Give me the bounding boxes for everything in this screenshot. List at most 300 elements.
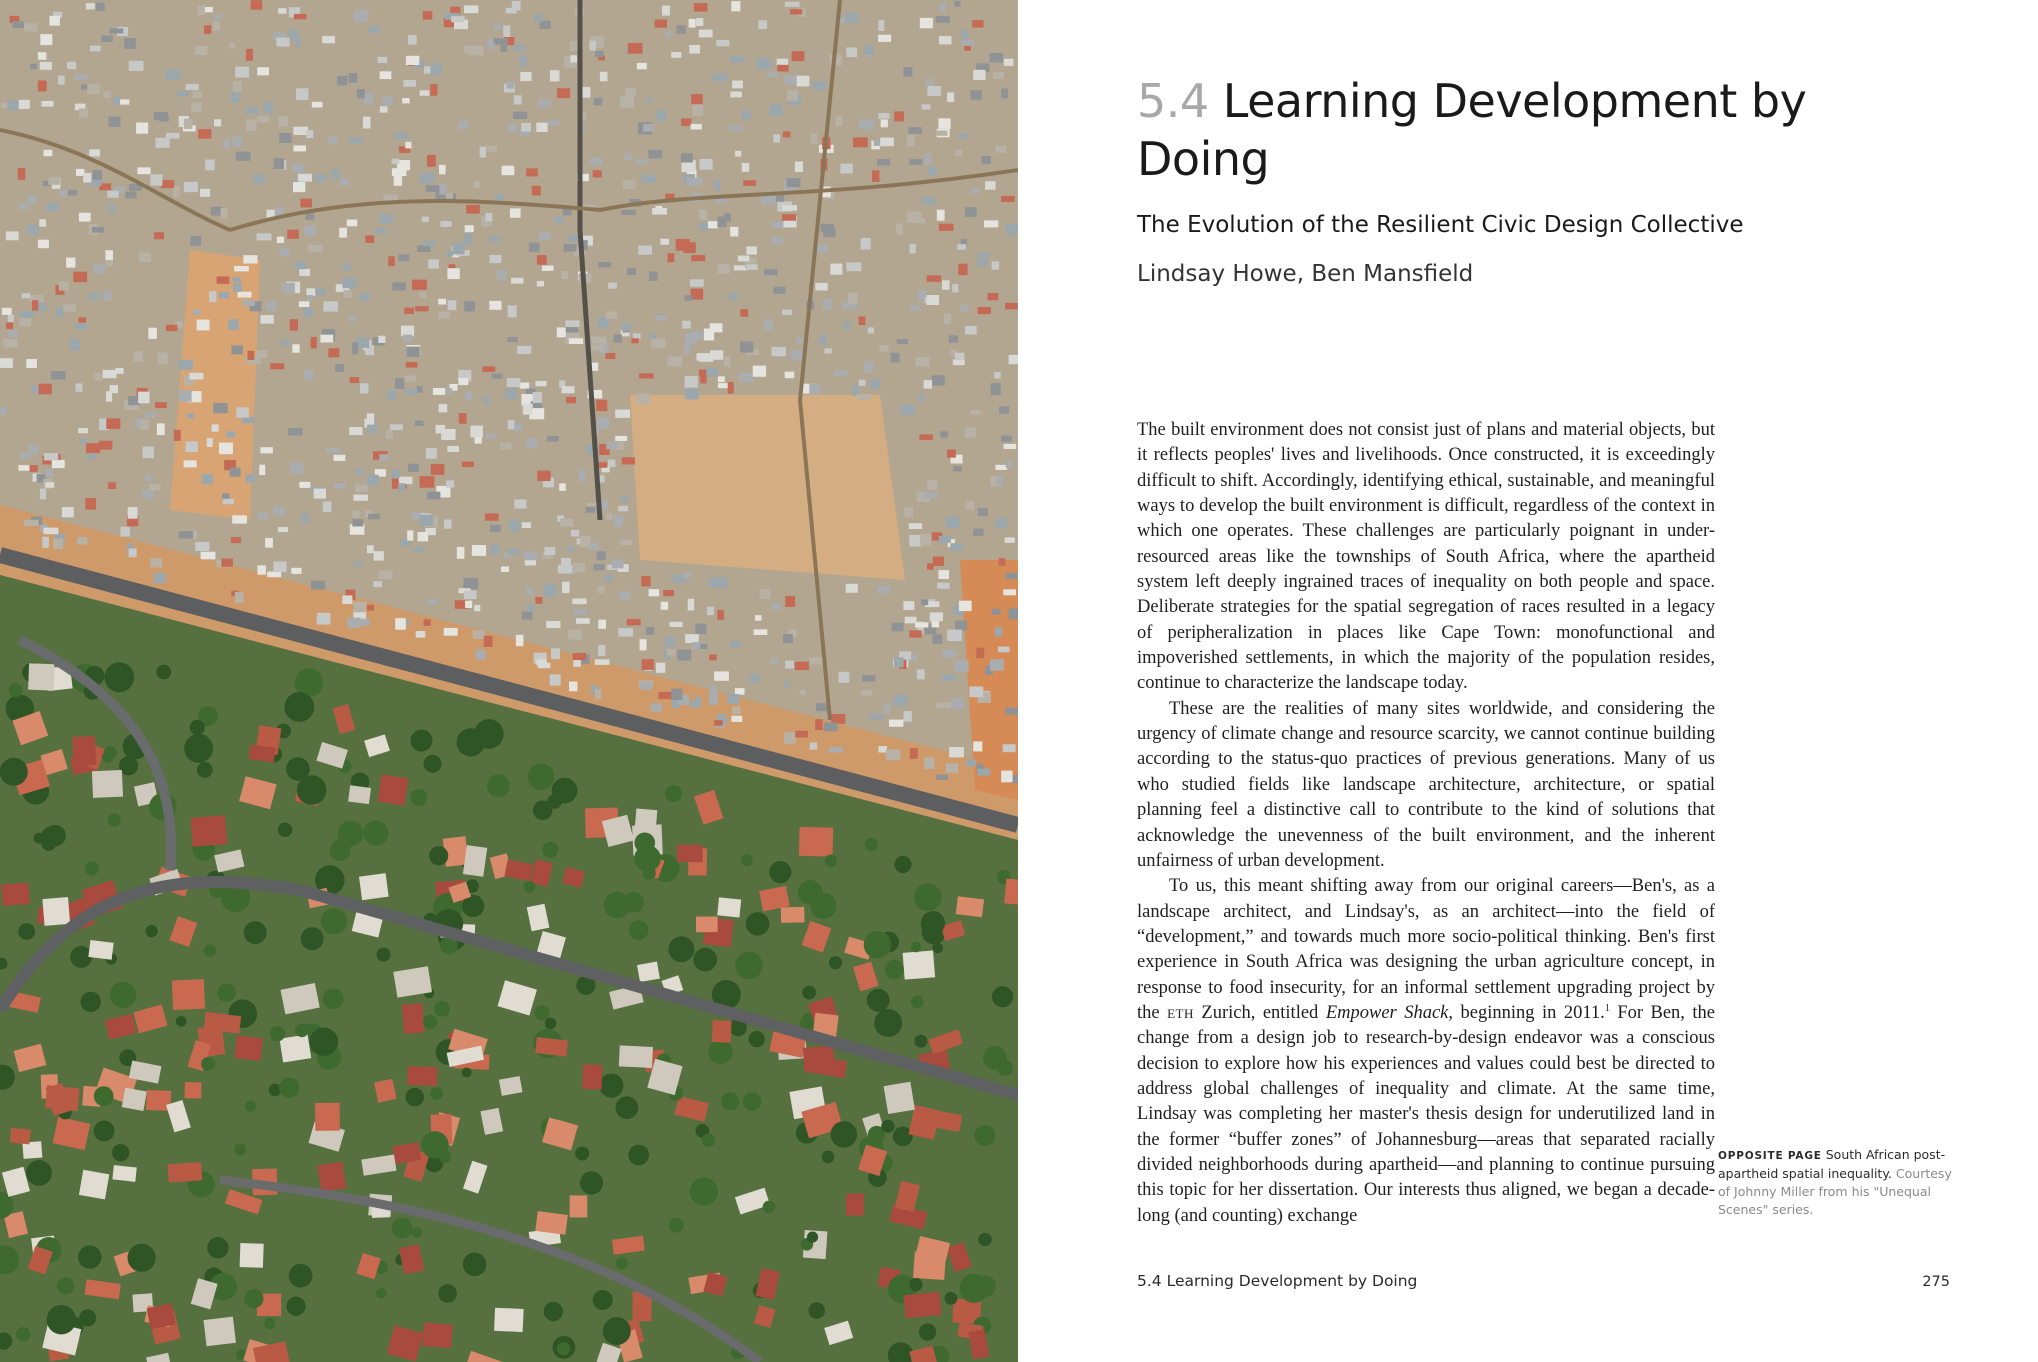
shack-roof [930,612,943,621]
shack-roof [38,52,46,60]
shack-roof [707,607,714,616]
shack-roof [501,567,509,573]
shack-roof [323,502,332,513]
shack-roof [406,56,419,65]
shack-roof [264,102,273,114]
right-page [1018,0,2038,1362]
shack-roof [743,180,756,186]
shack-roof [486,434,496,439]
tree-canopy [57,1277,74,1294]
shack-roof [179,360,193,370]
shack-roof [154,112,168,120]
shack-roof [134,351,143,361]
shack-roof [909,630,921,637]
shack-roof [700,376,707,383]
shack-roof [128,507,138,519]
shack-roof [257,67,269,75]
shack-roof [550,70,560,81]
shack-roof [30,465,38,472]
shack-roof [86,443,100,453]
shack-roof [950,543,963,551]
shack-roof [79,213,91,222]
tree-canopy [831,1121,858,1148]
shack-roof [314,174,326,181]
shack-roof [620,540,632,545]
house-roof [712,1020,732,1043]
shack-roof [636,159,649,164]
shack-roof [639,373,654,378]
shack-roof [110,28,124,33]
shack-roof [662,6,670,16]
shack-roof [955,353,965,360]
shack-roof [299,269,310,276]
shack-roof [229,43,235,49]
shack-roof [566,397,576,403]
tree-canopy [423,1015,438,1030]
shack-roof [966,501,975,510]
shack-roof [642,659,654,670]
house-roof [1004,879,1018,906]
shack-roof [811,134,818,144]
shack-roof [129,548,137,557]
shack-roof [795,162,803,173]
shack-roof [907,135,915,147]
shack-roof [497,270,507,281]
shack-roof [782,310,792,315]
tree-canopy [245,1101,256,1112]
shack-roof [75,74,88,80]
shack-roof [261,315,274,324]
tree-canopy [746,912,770,936]
shack-roof [830,264,842,275]
house-roof [1,883,30,907]
house-roof [677,845,703,862]
shack-roof [367,605,374,611]
shack-roof [40,62,52,70]
shack-roof [573,609,587,615]
tree-canopy [424,755,442,773]
shack-roof [353,495,368,501]
shack-roof [87,454,95,460]
chapter-number: 5.4 [1137,74,1209,128]
shack-roof [642,175,656,183]
shack-roof [339,228,347,238]
shack-roof [978,508,988,516]
shack-roof [783,634,793,643]
shack-roof [128,396,140,405]
shack-roof [637,394,650,405]
tree-canopy [104,746,117,759]
shack-roof [755,615,762,621]
shack-roof [433,388,445,395]
shack-roof [104,91,111,98]
shack-roof [405,142,411,149]
shack-roof [235,67,249,78]
shack-roof [305,370,314,381]
shack-roof [485,513,499,520]
shack-roof [623,181,636,189]
shack-roof [221,208,228,219]
shack-roof [140,420,149,430]
shack-roof [785,2,800,7]
shack-roof [155,402,167,408]
shack-roof [991,383,1001,395]
shack-roof [1009,227,1016,237]
shack-roof [145,474,153,481]
shack-roof [490,525,501,532]
shack-roof [598,645,605,656]
shack-roof [955,150,962,156]
tree-canopy [289,1264,313,1288]
shack-roof [398,483,405,491]
shack-roof [790,9,802,14]
shack-roof [22,293,31,298]
tree-canopy [301,927,324,950]
house-roof [88,940,113,960]
shack-roof [889,720,903,727]
shack-roof [367,545,374,553]
shack-roof [267,572,281,578]
shack-roof [924,380,933,388]
shack-roof [915,622,928,627]
tree-canopy [94,1121,115,1142]
tree-canopy [104,662,134,692]
house-roof [884,1082,915,1114]
shack-roof [60,190,68,198]
shack-roof [444,628,458,636]
shack-roof [378,336,385,343]
shack-roof [386,430,393,439]
shack-roof [940,431,948,438]
shack-roof [872,170,880,182]
chapter-title [1137,72,1857,188]
tree-canopy [295,1023,309,1037]
tree-canopy [524,881,536,893]
shack-roof [473,181,479,188]
shack-roof [415,306,428,311]
shack-roof [522,611,533,619]
shack-roof [717,610,724,620]
tree-canopy [580,1171,603,1194]
shack-roof [42,537,49,548]
shack-roof [274,158,285,169]
paragraph-1: The built environment does not consist just of plans and material objects, but it reflects peoples' lives and livelihoods. Once constructed, it is exceedingly difficult to shift. Accordingly, identifying ethical, sustainable, and meaningful ways to develop the built environment is difficult, regardless of the context in which one operates. These challenges are particularly poignant in under-resourced areas like the townships of South Africa, where the apartheid system left deeply ingrained traces of inequality on both people and space. Deliberate strategies for the spatial segregation of races resulted in a legacy of peripheralization in places like Cape Town: monofunctional and impoverished settlements, in which the majority of the population resides, continue to characterize the landscape today. [1137,420,1715,694]
shack-roof [560,518,573,526]
shack-roof [864,361,873,372]
shack-roof [742,111,751,120]
shack-roof [883,703,890,713]
shack-roof [299,301,310,307]
tree-canopy [284,692,314,722]
sandy-field [630,395,905,580]
shack-roof [714,720,723,726]
shack-roof [50,16,60,26]
shack-roof [730,56,745,62]
shack-roof [223,140,230,149]
shack-roof [622,323,631,331]
shack-roof [573,563,585,572]
shack-roof [0,407,6,415]
shack-roof [576,618,590,624]
shack-roof [166,133,180,139]
shack-roof [978,253,989,259]
shack-roof [335,364,344,372]
shack-roof [3,339,17,347]
shack-roof [724,356,731,367]
shack-roof [646,98,653,103]
shack-roof [6,231,19,240]
shack-roof [205,160,215,171]
house-roof [72,736,96,766]
shack-roof [946,517,959,528]
shack-roof [150,174,162,185]
shack-roof [795,731,808,738]
shack-roof [142,490,149,498]
shack-roof [350,377,360,383]
shack-roof [369,26,381,33]
shack-roof [695,624,706,634]
shack-roof [89,149,100,156]
eth-abbreviation: eth [1167,1002,1194,1023]
shack-roof [995,465,1007,470]
shack-roof [999,558,1006,566]
tree-canopy [547,794,562,809]
shack-roof [93,170,102,180]
tree-canopy [749,1031,765,1047]
shack-roof [39,219,46,227]
shack-roof [365,236,374,244]
house-roof [402,1003,425,1034]
shack-roof [785,596,795,607]
shack-roof [567,546,574,552]
shack-roof [6,323,13,330]
photo-caption [1718,1146,1958,1219]
shack-roof [353,511,361,518]
shack-roof [990,659,1004,671]
tree-canopy [338,821,364,847]
shack-roof [903,67,912,77]
shack-roof [973,741,982,751]
shack-roof [253,174,265,183]
shack-roof [681,118,691,126]
shack-roof [861,238,871,250]
house-roof [112,1165,136,1182]
house-roof [393,966,432,997]
tree-canopy [363,820,388,845]
shack-roof [991,476,997,486]
shack-roof [596,400,607,411]
shack-roof [846,48,857,58]
shack-roof [714,179,720,191]
shack-roof [516,635,524,646]
shack-roof [936,775,948,780]
shack-roof [936,131,948,136]
tree-canopy [463,1253,487,1277]
shack-roof [677,650,691,661]
shack-roof [402,98,409,103]
shack-roof [148,328,157,339]
shack-roof [441,429,455,440]
shack-roof [354,602,367,613]
tree-canopy [47,1305,76,1334]
shack-roof [689,45,700,54]
shack-roof [453,242,465,254]
shack-roof [727,694,739,704]
caption-text: South African post-apartheid spatial inequality. [1718,1147,1946,1181]
tree-canopy [914,1035,927,1048]
shack-roof [259,465,265,475]
shack-roof [395,133,408,140]
shack-roof [92,227,104,233]
shack-roof [177,91,189,96]
shack-roof [796,337,802,344]
tree-canopy [487,774,510,797]
shack-roof [260,447,273,453]
shack-roof [691,331,703,339]
shack-roof [868,328,874,334]
shack-roof [831,714,845,724]
shack-roof [939,536,951,543]
shack-roof [1001,89,1008,99]
shack-roof [550,674,561,685]
shack-roof [427,155,436,167]
shack-roof [27,225,39,235]
shack-roof [270,363,284,369]
tree-canopy [544,1302,563,1321]
shack-roof [514,95,522,104]
shack-roof [713,74,727,82]
shack-roof [538,99,551,107]
shack-roof [474,605,480,611]
shack-roof [406,362,418,368]
shack-roof [197,320,210,331]
shack-roof [893,695,907,706]
shack-roof [108,482,116,489]
shack-roof [359,293,370,301]
shack-roof [740,342,753,353]
shack-roof [815,283,827,291]
shack-roof [709,693,718,705]
tree-canopy [709,1040,733,1064]
shack-roof [193,91,202,98]
shack-roof [417,386,423,393]
shack-roof [910,244,916,253]
shack-roof [820,335,826,346]
tree-canopy [9,683,23,697]
shack-roof [503,26,510,37]
shack-roof [299,482,310,488]
shack-roof [521,123,531,132]
shack-roof [692,104,703,116]
shack-roof [329,137,338,145]
shack-roof [620,96,634,108]
chapter-title-text: Learning Development by Doing [1137,74,1807,186]
shack-roof [212,424,219,431]
shack-roof [861,690,872,695]
shack-roof [901,405,915,415]
shack-roof [202,474,213,484]
shack-roof [825,348,832,353]
shack-roof [276,38,289,47]
shack-roof [1006,461,1013,467]
shack-roof [699,209,707,220]
tree-canopy [807,1232,818,1243]
shack-roof [110,385,118,393]
shack-roof [753,366,766,377]
shack-roof [357,89,365,98]
tree-canopy [743,1092,762,1111]
house-roof [717,897,741,917]
shack-roof [548,120,560,126]
shack-roof [614,515,623,527]
shack-roof [388,390,396,400]
shack-roof [8,315,14,322]
shack-roof [729,125,743,131]
shack-roof [179,390,192,402]
shack-roof [927,480,937,490]
shack-roof [685,295,693,301]
shack-roof [444,520,452,529]
running-footer-title: 5.4 Learning Development by Doing [1137,1272,1418,1290]
shack-roof [994,372,1000,379]
shack-roof [910,159,923,165]
shack-roof [374,551,384,560]
shack-roof [857,394,871,400]
tree-canopy [207,1237,228,1258]
shack-roof [699,30,713,38]
tree-canopy [798,880,823,905]
tree-canopy [668,936,694,962]
shack-roof [221,559,233,567]
shack-roof [343,278,357,289]
shack-roof [472,545,486,556]
shack-roof [859,380,866,386]
shack-roof [94,264,106,273]
shack-roof [785,372,795,379]
shack-roof [423,241,436,246]
house-roof [904,1292,942,1318]
page-number: 275 [1922,1274,1950,1290]
shack-roof [248,351,255,360]
shack-roof [257,116,269,122]
shack-roof [447,251,454,257]
shack-roof [681,153,693,162]
shack-roof [322,36,335,43]
shack-roof [38,81,47,92]
tree-canopy [669,1218,684,1233]
tree-canopy [974,1125,995,1146]
tree-canopy [0,758,28,786]
shack-roof [658,692,672,699]
shack-roof [937,583,950,589]
shack-roof [919,434,933,440]
shack-roof [697,353,708,361]
shack-roof [608,283,617,289]
shack-roof [129,61,144,71]
shack-roof [559,483,566,491]
shack-roof [207,438,213,447]
tree-canopy [628,1145,649,1166]
shack-roof [594,564,605,570]
shack-roof [38,240,49,249]
shack-roof [731,716,742,722]
shack-roof [618,506,628,512]
shack-roof [927,86,940,96]
shack-roof [304,308,313,317]
shack-roof [942,280,950,289]
shack-roof [190,236,201,246]
shack-roof [363,117,371,129]
